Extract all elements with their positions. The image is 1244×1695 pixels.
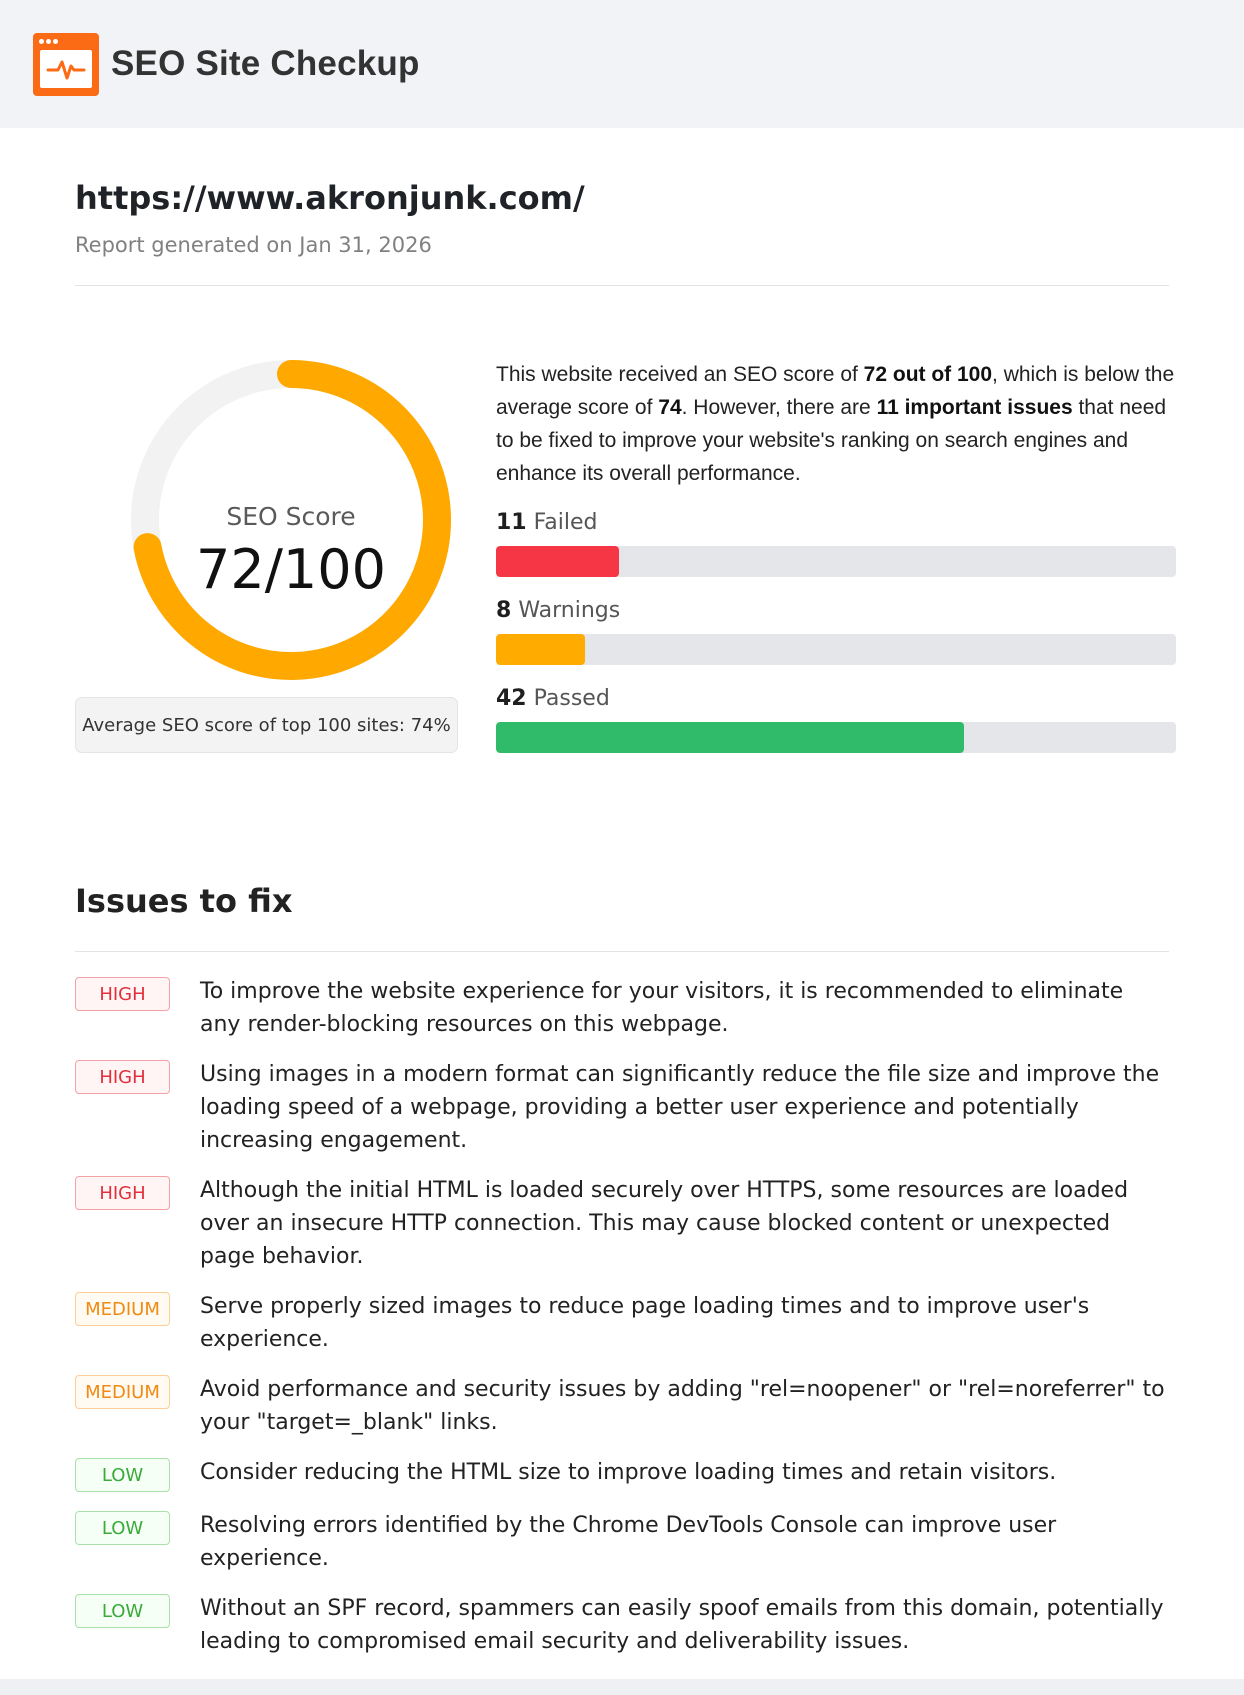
warnings-label: Warnings [518, 598, 621, 623]
divider [75, 951, 1169, 952]
logo[interactable] [33, 33, 99, 96]
passed-bar-track [496, 722, 1176, 753]
priority-badge: MEDIUM [75, 1375, 170, 1409]
footer-strip [0, 1679, 1244, 1695]
priority-badge: LOW [75, 1511, 170, 1545]
priority-badge: HIGH [75, 1176, 170, 1210]
issue-text: Without an SPF record, spammers can easily spoof emails from this domain, potentially leading to compromised email security and deliverability issues. [200, 1596, 1164, 1654]
issue-item [75, 977, 1169, 1041]
score-section [75, 286, 1175, 846]
summary-text: , which is below the average score of [496, 363, 1175, 419]
priority-badge: LOW [75, 1458, 170, 1492]
issue-item [75, 1176, 1169, 1273]
warnings-stat [496, 598, 1176, 665]
issue-item [75, 1458, 1169, 1492]
seo-score-label: SEO Score [226, 502, 356, 531]
issue-text: To improve the website experience for your visitors, it is recommended to eliminate any render-blocking resources on this webpage. [200, 979, 1124, 1037]
passed-label: Passed [533, 686, 610, 711]
issue-item [75, 1511, 1169, 1575]
summary-average: 74 [658, 396, 682, 419]
issue-text: Avoid performance and security issues by adding "rel=noopener" or "rel=noreferrer" to your "target=_blank" links. [200, 1377, 1165, 1435]
warnings-bar-track [496, 634, 1176, 665]
issues-list [75, 977, 1169, 1658]
priority-badge: HIGH [75, 1060, 170, 1094]
issue-text: Using images in a modern format can significantly reduce the file size and improve the loading speed of a webpage, providing a better user experience and potentially increasing engagement. [200, 1062, 1160, 1153]
priority-badge: HIGH [75, 977, 170, 1011]
summary-text: This website received an SEO score of [496, 363, 864, 386]
dot-icon [46, 39, 51, 44]
summary-score: 72 out of 100 [863, 363, 993, 386]
summary-text: . However, there are [681, 396, 877, 419]
header [0, 0, 1244, 128]
report-date: Report generated on Jan 31, 2026 [75, 233, 432, 257]
failed-bar-track [496, 546, 1176, 577]
issue-text: Consider reducing the HTML size to improve loading times and retain visitors. [200, 1460, 1057, 1485]
priority-badge: MEDIUM [75, 1292, 170, 1326]
issues-title: Issues to fix [75, 882, 293, 920]
issue-item [75, 1375, 1169, 1439]
priority-badge: LOW [75, 1594, 170, 1628]
seo-score-gauge [105, 334, 477, 706]
pulse-icon [40, 50, 92, 88]
summary-issues: 11 important issues [876, 396, 1073, 419]
issue-text: Serve properly sized images to reduce page loading times and to improve user's experience. [200, 1294, 1090, 1352]
summary-text: that need to be fixed to improve your website's ranking on search engines and enhance its overall performance. [496, 396, 1167, 485]
brand-name[interactable]: SEO Site Checkup [111, 44, 420, 83]
issue-item [75, 1060, 1169, 1157]
issue-text: Resolving errors identified by the Chrome DevTools Console can improve user experience. [200, 1513, 1057, 1571]
failed-label: Failed [533, 510, 598, 535]
warnings-bar-fill [496, 634, 585, 665]
issue-text: Although the initial HTML is loaded securely over HTTPS, some resources are loaded over an insecure HTTP connection. This may cause blocked content or unexpected page behavior. [200, 1178, 1129, 1269]
dot-icon [53, 39, 58, 44]
passed-stat [496, 686, 1176, 753]
failed-count: 11 [496, 510, 527, 535]
issue-item [75, 1292, 1169, 1356]
failed-stat [496, 510, 1176, 577]
score-summary [496, 358, 1176, 490]
dot-icon [39, 39, 44, 44]
warnings-count: 8 [496, 598, 512, 623]
site-url: https://www.akronjunk.com/ [75, 179, 585, 217]
failed-bar-fill [496, 546, 619, 577]
passed-count: 42 [496, 686, 527, 711]
average-score-box: Average SEO score of top 100 sites: 74% [75, 697, 458, 753]
seo-score-value: 72/100 [196, 538, 386, 601]
passed-bar-fill [496, 722, 964, 753]
issue-item [75, 1594, 1169, 1658]
